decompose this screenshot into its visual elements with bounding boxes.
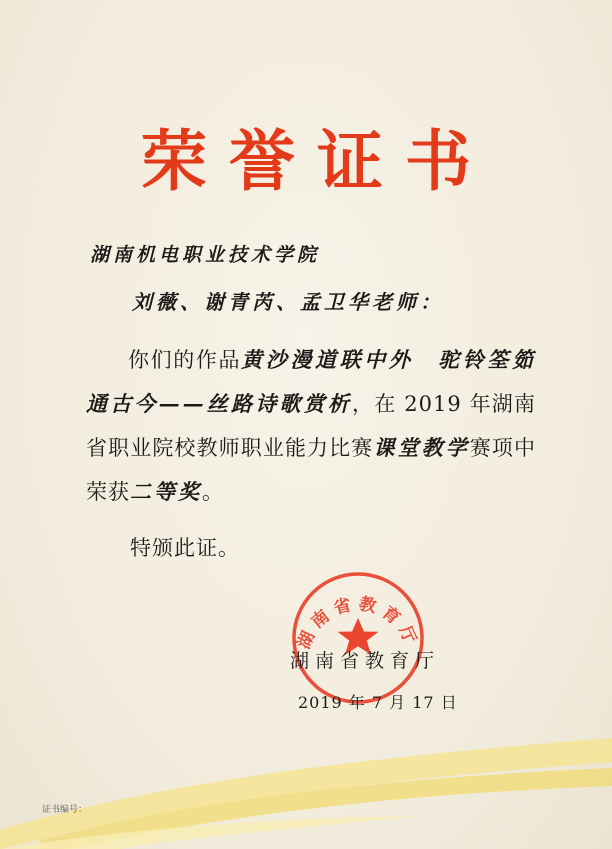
decorative-swoosh bbox=[0, 690, 612, 849]
recipient-names: 刘薇、谢青芮、孟卫华老师： bbox=[132, 290, 444, 314]
certificate-body bbox=[86, 338, 536, 514]
issuer-name: 湖南省教育厅 bbox=[290, 650, 441, 672]
certificate-title: 荣誉证书 bbox=[141, 122, 493, 200]
body-prefix: 你们的作品 bbox=[128, 348, 242, 372]
recipient-organization: 湖南机电职业技术学院 bbox=[90, 244, 321, 266]
closing-line: 特颁此证。 bbox=[130, 536, 240, 560]
award-level: 二等奖 bbox=[130, 479, 202, 504]
official-seal-icon bbox=[288, 568, 428, 708]
body-mid: ，在 2019 年湖南省职业院校教师职业能力比赛 bbox=[86, 392, 537, 460]
body-suffix: 赛项中荣获 bbox=[86, 436, 537, 504]
work-title: 黄沙漫道联中外 驼铃筌筎通古今——丝路诗歌赏析 bbox=[86, 347, 536, 416]
issue-date: 2019 年 7 月 17 日 bbox=[298, 693, 458, 712]
seal-text: 湖南省教育厅 bbox=[293, 594, 423, 653]
event-name: 课堂教学 bbox=[373, 435, 470, 460]
body-end: 。 bbox=[202, 480, 224, 504]
certificate-number-label: 证书编号： bbox=[42, 805, 88, 815]
